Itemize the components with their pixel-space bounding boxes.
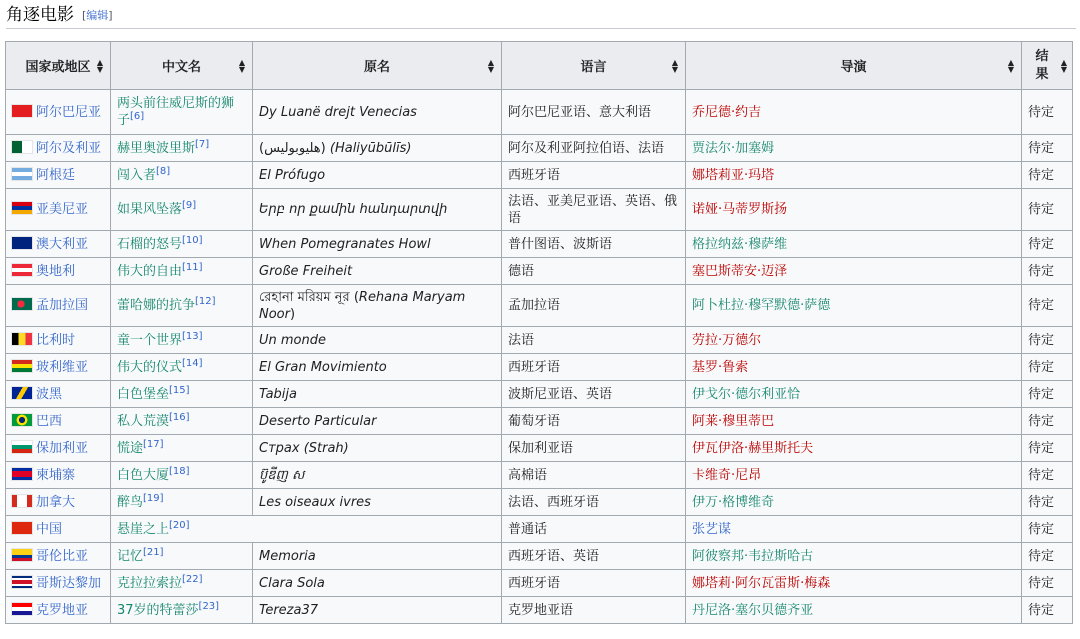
original-title-cell: El Gran Movimiento — [253, 354, 502, 381]
country-cell — [6, 408, 111, 435]
reference-link[interactable]: [9] — [182, 200, 197, 211]
chinese-title-cell — [111, 258, 253, 285]
country-cell — [6, 285, 111, 327]
director-link[interactable]: 基罗·鲁索 — [692, 359, 749, 375]
reference-link[interactable]: [17] — [143, 438, 164, 450]
original-title-cell: Clara Sola — [253, 570, 502, 597]
country-link[interactable]: 比利时 — [36, 332, 76, 348]
director-cell — [686, 285, 1022, 327]
col-header-result[interactable]: 结果 ▲ ▼ — [1022, 42, 1073, 90]
sort-icon[interactable]: ▲ ▼ — [1060, 57, 1067, 74]
flag-icon — [12, 333, 32, 345]
reference-link[interactable]: [6] — [130, 111, 145, 122]
chinese-title-cell — [111, 462, 253, 489]
reference-link[interactable]: [10] — [182, 234, 203, 246]
flag-icon — [12, 468, 32, 480]
original-title-cell: Երբ որ քամին հանդարտվի — [253, 189, 502, 231]
result-cell: 待定 — [1022, 381, 1073, 408]
country-cell — [6, 462, 111, 489]
flag-icon — [12, 237, 32, 249]
language-cell: 法语 — [502, 327, 686, 354]
film-link[interactable]: 白色堡垒 — [117, 386, 170, 402]
original-title-cell: (هليوبوليس) (Haliyūbūlīs) — [253, 135, 502, 162]
col-header-director[interactable]: 导演 ▲ ▼ — [686, 42, 1022, 90]
result-cell: 待定 — [1022, 516, 1073, 543]
table-row — [6, 462, 1073, 489]
flag-icon — [12, 264, 32, 276]
reference-link[interactable]: [20] — [169, 519, 190, 531]
edit-section: [编辑] — [82, 9, 113, 22]
director-link[interactable]: 格拉纳兹·穆萨维 — [692, 236, 788, 252]
language-cell: 阿尔及利亚阿拉伯语、法语 — [502, 135, 686, 162]
director-link[interactable]: 娜塔莉·阿尔瓦雷斯·梅森 — [692, 575, 831, 591]
original-title-cell: Große Freiheit — [253, 258, 502, 285]
flag-icon — [12, 168, 32, 180]
film-link[interactable]: 两头前往威尼斯的狮子 — [117, 96, 235, 128]
country-cell — [6, 597, 111, 624]
country-link[interactable]: 哥斯达黎加 — [36, 575, 102, 591]
film-link[interactable]: 醉鸟 — [117, 494, 144, 510]
flag-icon — [12, 441, 32, 453]
original-title-cell: Tereza37 — [253, 597, 502, 624]
director-cell — [686, 435, 1022, 462]
sort-icon[interactable]: ▲ ▼ — [1007, 57, 1014, 74]
director-link[interactable]: 丹尼洛·塞尔贝德齐亚 — [692, 602, 814, 618]
country-cell — [6, 354, 111, 381]
country-link[interactable]: 巴西 — [36, 413, 63, 429]
language-cell: 阿尔巴尼亚语、意大利语 — [502, 90, 686, 135]
table-row — [6, 285, 1073, 327]
result-cell: 待定 — [1022, 135, 1073, 162]
director-link[interactable]: 伊万·格博维奇 — [692, 494, 775, 510]
director-link[interactable]: 劳拉·万德尔 — [692, 332, 762, 348]
table-row — [6, 354, 1073, 381]
table-row — [6, 489, 1073, 516]
chinese-title-cell — [111, 327, 253, 354]
col-header-language[interactable]: 语言 ▲ ▼ — [502, 42, 686, 90]
reference-link[interactable]: [18] — [169, 465, 190, 477]
film-link[interactable]: 记忆 — [117, 548, 144, 564]
director-link[interactable]: 伊戈尔·德尔利亚恰 — [692, 386, 801, 402]
sort-icon[interactable]: ▲ ▼ — [238, 57, 245, 74]
country-link[interactable]: 阿根廷 — [36, 167, 76, 183]
chinese-title-cell — [111, 354, 253, 381]
country-link[interactable]: 柬埔寨 — [36, 467, 76, 483]
flag-icon — [12, 603, 32, 615]
original-title-cell: ប៊ូឌីញ ស — [253, 462, 502, 489]
reference-link[interactable]: [8] — [156, 165, 171, 177]
director-cell — [686, 354, 1022, 381]
language-cell: 西班牙语 — [502, 354, 686, 381]
section-heading — [6, 4, 1076, 29]
director-cell — [686, 543, 1022, 570]
flag-icon — [12, 360, 32, 372]
country-link[interactable]: 阿尔及利亚 — [36, 140, 102, 156]
film-link[interactable]: 悬崖之上 — [117, 521, 170, 537]
flag-icon — [12, 576, 32, 588]
director-link[interactable]: 伊瓦伊洛·赫里斯托夫 — [692, 440, 814, 456]
result-cell: 待定 — [1022, 162, 1073, 189]
country-link[interactable]: 奥地利 — [36, 263, 76, 279]
film-link[interactable]: 如果风坠落 — [117, 202, 183, 217]
reference-link[interactable]: [15] — [169, 384, 190, 396]
country-cell — [6, 543, 111, 570]
country-cell — [6, 381, 111, 408]
country-cell — [6, 435, 111, 462]
reference-link[interactable]: [14] — [182, 357, 203, 369]
result-cell: 待定 — [1022, 231, 1073, 258]
language-cell: 孟加拉语 — [502, 285, 686, 327]
film-link[interactable]: 克拉拉索拉 — [117, 575, 183, 591]
language-cell: 西班牙语、英语 — [502, 543, 686, 570]
country-cell — [6, 258, 111, 285]
original-title-cell: Dy Luanë drejt Venecias — [253, 90, 502, 135]
table-row — [6, 408, 1073, 435]
original-title-cell: Deserto Particular — [253, 408, 502, 435]
country-link[interactable]: 哥伦比亚 — [36, 548, 89, 564]
director-cell — [686, 408, 1022, 435]
director-cell — [686, 597, 1022, 624]
table-row — [6, 189, 1073, 231]
table-row — [6, 231, 1073, 258]
film-link[interactable]: 蕾哈娜的抗争 — [117, 298, 196, 313]
flag-icon — [12, 141, 32, 153]
director-link[interactable]: 塞巴斯蒂安·迈泽 — [692, 263, 788, 279]
result-cell: 待定 — [1022, 285, 1073, 327]
country-cell — [6, 570, 111, 597]
result-cell: 待定 — [1022, 408, 1073, 435]
flag-icon — [12, 202, 32, 214]
director-link[interactable]: 诺娅·马蒂罗斯扬 — [692, 202, 788, 217]
language-cell: 波斯尼亚语、英语 — [502, 381, 686, 408]
country-link[interactable]: 澳大利亚 — [36, 236, 89, 252]
original-title-cell: Les oiseaux ivres — [253, 489, 502, 516]
film-link[interactable]: 私人荒漠 — [117, 413, 170, 429]
table-row — [6, 162, 1073, 189]
country-cell — [6, 189, 111, 231]
table-row — [6, 516, 1073, 543]
chinese-title-cell — [111, 90, 253, 135]
flag-icon — [12, 105, 32, 117]
director-cell — [686, 135, 1022, 162]
chinese-title-cell — [111, 597, 253, 624]
result-cell: 待定 — [1022, 354, 1073, 381]
result-cell: 待定 — [1022, 489, 1073, 516]
reference-link[interactable]: [11] — [182, 261, 203, 273]
director-link[interactable]: 卡维奇·尼昂 — [692, 467, 762, 483]
reference-link[interactable]: [13] — [182, 330, 203, 342]
country-link[interactable]: 中国 — [36, 521, 63, 537]
result-cell: 待定 — [1022, 90, 1073, 135]
film-link[interactable]: 闯入者 — [117, 167, 157, 183]
original-title-cell: Страх (Strah) — [253, 435, 502, 462]
original-title-cell: El Prófugo — [253, 162, 502, 189]
original-title-cell: Un monde — [253, 327, 502, 354]
table-row — [6, 327, 1073, 354]
director-link[interactable]: 贾法尔·加塞姆 — [692, 140, 775, 156]
country-cell — [6, 327, 111, 354]
chinese-title-cell — [111, 570, 253, 597]
competition-films-table — [5, 41, 1073, 624]
language-cell: 葡萄牙语 — [502, 408, 686, 435]
country-cell — [6, 162, 111, 189]
original-title-cell: Memoria — [253, 543, 502, 570]
chinese-title-cell — [111, 435, 253, 462]
table-row — [6, 135, 1073, 162]
table-row — [6, 90, 1073, 135]
chinese-title-cell — [111, 543, 253, 570]
result-cell: 待定 — [1022, 543, 1073, 570]
director-cell — [686, 462, 1022, 489]
country-link[interactable]: 亚美尼亚 — [36, 202, 89, 217]
chinese-title-cell — [111, 408, 253, 435]
chinese-title-cell — [111, 135, 253, 162]
reference-link[interactable]: [22] — [182, 573, 203, 585]
language-cell: 德语 — [502, 258, 686, 285]
flag-icon — [12, 495, 32, 507]
result-cell: 待定 — [1022, 462, 1073, 489]
flag-icon — [12, 298, 32, 310]
film-link[interactable]: 石榴的怒号 — [117, 236, 183, 252]
flag-icon — [12, 522, 32, 534]
country-link[interactable]: 玻利维亚 — [36, 359, 89, 375]
chinese-title-cell — [111, 381, 253, 408]
language-cell: 西班牙语 — [502, 162, 686, 189]
result-cell: 待定 — [1022, 597, 1073, 624]
film-link[interactable]: 赫里奥波里斯 — [117, 140, 196, 156]
director-cell — [686, 327, 1022, 354]
film-link[interactable]: 伟大的仪式 — [117, 359, 183, 375]
result-cell: 待定 — [1022, 189, 1073, 231]
language-cell: 高棉语 — [502, 462, 686, 489]
language-cell: 普通话 — [502, 516, 686, 543]
original-title-cell: Tabija — [253, 381, 502, 408]
country-link[interactable]: 克罗地亚 — [36, 602, 89, 618]
director-link[interactable]: 阿卜杜拉·穆罕默德·萨德 — [692, 298, 831, 313]
sort-icon[interactable]: ▲ ▼ — [671, 57, 678, 74]
reference-link[interactable]: [12] — [195, 296, 216, 307]
result-cell: 待定 — [1022, 435, 1073, 462]
language-cell: 法语、亚美尼亚语、英语、俄语 — [502, 189, 686, 231]
result-cell: 待定 — [1022, 570, 1073, 597]
chinese-title-cell — [111, 489, 253, 516]
country-link[interactable]: 波黑 — [36, 386, 63, 402]
country-cell — [6, 489, 111, 516]
chinese-title-cell — [111, 189, 253, 231]
chinese-title-cell — [111, 162, 253, 189]
director-cell — [686, 258, 1022, 285]
film-link[interactable]: 白色大厦 — [117, 467, 170, 483]
country-cell — [6, 516, 111, 543]
col-header-country[interactable]: 国家或地区 ▲ ▼ — [6, 42, 111, 90]
chinese-title-cell — [111, 285, 253, 327]
table-row — [6, 435, 1073, 462]
director-cell — [686, 489, 1022, 516]
film-link[interactable]: 37岁的特蕾莎 — [117, 602, 199, 618]
table-row — [6, 570, 1073, 597]
director-cell — [686, 90, 1022, 135]
original-title-cell: When Pomegranates Howl — [253, 231, 502, 258]
director-link[interactable]: 阿莱·穆里蒂巴 — [692, 413, 775, 429]
film-link[interactable]: 伟大的自由 — [117, 263, 183, 279]
edit-link[interactable]: 编辑 — [86, 9, 109, 22]
language-cell: 法语、西班牙语 — [502, 489, 686, 516]
director-link[interactable]: 阿彼察邦·韦拉斯哈古 — [692, 548, 814, 564]
table-row — [6, 258, 1073, 285]
director-cell — [686, 189, 1022, 231]
sort-icon[interactable]: ▲ ▼ — [96, 57, 103, 74]
language-cell: 保加利亚语 — [502, 435, 686, 462]
flag-icon — [12, 387, 32, 399]
reference-link[interactable]: [21] — [143, 546, 164, 558]
country-cell — [6, 90, 111, 135]
chinese-title-cell — [111, 231, 253, 258]
director-cell — [686, 162, 1022, 189]
country-link[interactable]: 孟加拉国 — [36, 298, 89, 313]
col-header-original-title[interactable]: 原名 ▲ ▼ — [253, 42, 502, 90]
film-link[interactable]: 慌途 — [117, 440, 144, 456]
language-cell: 西班牙语 — [502, 570, 686, 597]
col-header-chinese-title[interactable]: 中文名 ▲ ▼ — [111, 42, 253, 90]
flag-icon — [12, 414, 32, 426]
reference-link[interactable]: [7] — [195, 138, 210, 150]
film-link[interactable]: 童一个世界 — [117, 332, 183, 348]
reference-link[interactable]: [19] — [143, 492, 164, 504]
chinese-title-cell — [111, 516, 502, 543]
country-cell — [6, 231, 111, 258]
original-title-cell: রেহানা মরিয়ম নূর (Rehana Maryam Noor) — [253, 285, 502, 327]
table-row — [6, 381, 1073, 408]
flag-icon — [12, 549, 32, 561]
table-row — [6, 597, 1073, 624]
reference-link[interactable]: [23] — [198, 600, 220, 612]
country-cell — [6, 135, 111, 162]
header-row — [6, 42, 1073, 90]
director-cell — [686, 231, 1022, 258]
director-link[interactable]: 娜塔莉亚·玛塔 — [692, 167, 775, 183]
director-cell — [686, 381, 1022, 408]
reference-link[interactable]: [16] — [169, 411, 190, 423]
section-title: 角逐电影 — [6, 5, 74, 25]
language-cell: 克罗地亚语 — [502, 597, 686, 624]
sort-icon[interactable]: ▲ ▼ — [487, 57, 494, 74]
table-row — [6, 543, 1073, 570]
country-link[interactable]: 保加利亚 — [36, 440, 89, 456]
country-link[interactable]: 阿尔巴尼亚 — [36, 104, 102, 120]
director-cell — [686, 516, 1022, 543]
country-link[interactable]: 加拿大 — [36, 494, 76, 510]
result-cell: 待定 — [1022, 327, 1073, 354]
result-cell: 待定 — [1022, 258, 1073, 285]
director-cell — [686, 570, 1022, 597]
language-cell: 普什图语、波斯语 — [502, 231, 686, 258]
director-link[interactable]: 乔尼德·约吉 — [692, 104, 762, 120]
director-link[interactable]: 张艺谋 — [692, 521, 732, 537]
